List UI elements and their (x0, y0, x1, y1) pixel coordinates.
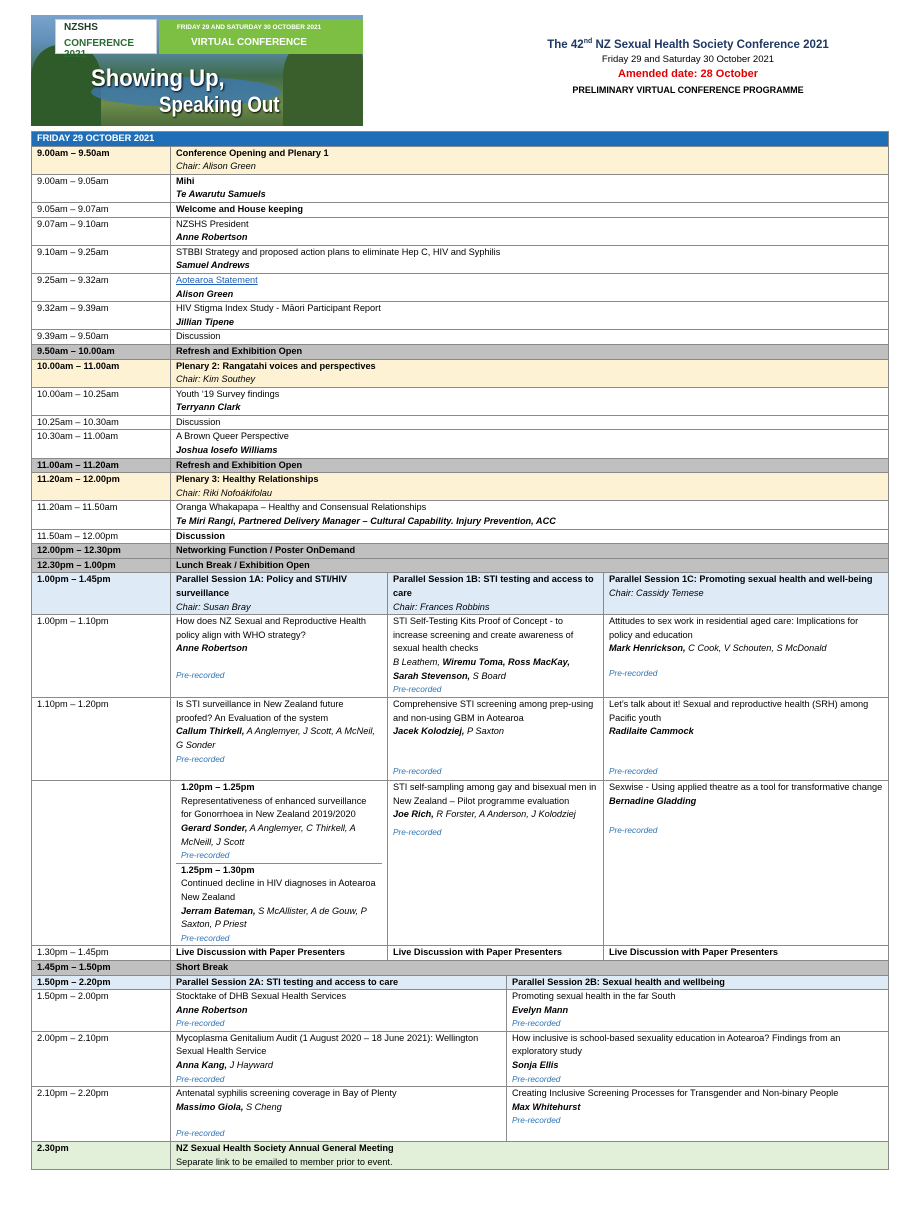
conference-title: The 42nd NZ Sexual Health Society Conference 2021 (547, 38, 829, 51)
pre-recorded-tag: Pre-recorded (181, 850, 230, 861)
break-row: 1.45pm – 1.50pm Short Break (32, 960, 889, 975)
programme-row: 10.25am – 10.30am Discussion (32, 415, 889, 430)
banner-type: VIRTUAL CONFERENCE (191, 37, 307, 48)
day-header-row (32, 132, 889, 147)
programme-row: 2.10pm – 2.20pm Antenatal syphilis screening coverage in Bay of Plenty Massimo Giola, S Cheng Pre-recorded Creating Inclusive Screening Processes for Transgender and Non-binary People Max Whitehurst Pre-recorded (32, 1087, 889, 1142)
programme-row: 11.20am – 11.50am Oranga Whakapapa – Healthy and Consensual Relationships Te Miri Rangi, Partnered Delivery Manager – Cultural Capability. Injury Prevention, ACC (32, 501, 889, 529)
break-row: 11.00am – 11.20am Refresh and Exhibition Open (32, 458, 889, 473)
banner-date-box (159, 19, 363, 54)
pre-recorded-tag: Pre-recorded (181, 932, 230, 943)
pre-recorded-tag: Pre-recorded (609, 667, 658, 678)
amended-date: Amended date: 28 October (618, 67, 758, 80)
programme-row: 9.05am – 9.07am Welcome and House keeping (32, 202, 889, 217)
programme-row: 11.50am – 12.00pm Discussion (32, 529, 889, 544)
pre-recorded-tag: Pre-recorded (176, 669, 225, 680)
parallel-session-row: 1.00pm – 1.45pm Parallel Session 1A: Policy and STI/HIV surveillance Chair: Susan Bray Parallel Session 1B: STI testing and access to care Chair: Frances Robbins Parallel Session 1C: Promoting sexual health and well-being Chair: Cassidy Temese (32, 573, 889, 615)
session-row: 9.00am – 9.50am Conference Opening and Plenary 1 Chair: Alison Green (32, 146, 889, 174)
pre-recorded-tag: Pre-recorded (176, 1128, 225, 1139)
session-row: 10.00am – 11.00am Plenary 2: Rangatahi voices and perspectives Chair: Kim Southey (32, 359, 889, 387)
break-row: 12.30pm – 1.00pm Lunch Break / Exhibition Open (32, 558, 889, 573)
pre-recorded-tag: Pre-recorded (512, 1073, 561, 1084)
day-header: FRIDAY 29 OCTOBER 2021 (32, 132, 889, 147)
agm-row: 2.30pm NZ Sexual Health Society Annual General Meeting Separate link to be emailed to member prior to event. (32, 1142, 889, 1170)
programme-table (31, 131, 889, 1170)
pre-recorded-tag: Pre-recorded (176, 1073, 225, 1084)
programme-row: 1.10pm – 1.20pm Is STI surveillance in New Zealand future proofed? An Evaluation of the system Callum Thirkell, A Anglemyer, J Scott, A McNeil, G Sonder Pre-recorded Comprehensive STI screening among prep-using and non-using GBM in Aotearoa Jacek Kolodziej, P Saxton Pre-recorded Let’s talk about it! Sexual and reproductive health (SRH) among Pacific youth Radilaite Cammock Pre-recorded (32, 698, 889, 781)
conference-dates: Friday 29 and Saturday 30 October 2021 (601, 53, 775, 65)
programme-row: 9.39am – 9.50am Discussion (32, 330, 889, 345)
aotearoa-statement-link[interactable]: Aotearoa Statement (176, 274, 258, 285)
pre-recorded-tag: Pre-recorded (609, 825, 658, 836)
pre-recorded-tag: Pre-recorded (512, 1018, 561, 1029)
pre-recorded-tag: Pre-recorded (176, 1018, 225, 1029)
pre-recorded-tag: Pre-recorded (609, 765, 658, 776)
pre-recorded-tag: Pre-recorded (393, 826, 442, 837)
programme-row: 9.25am – 9.32am Aotearoa Statement Alison Green (32, 273, 889, 301)
parallel-session-row: 1.50pm – 2.20pm Parallel Session 2A: STI testing and access to care Parallel Session 2B: Sexual health and wellbeing (32, 975, 889, 990)
programme-row: 9.00am – 9.05am Mihi Te Awarutu Samuels (32, 174, 889, 202)
break-row: 12.00pm – 12.30pm Networking Function / Poster OnDemand (32, 544, 889, 559)
programme-row: 10.30am – 11.00am A Brown Queer Perspective Joshua Iosefo Williams (32, 430, 889, 458)
pre-recorded-tag: Pre-recorded (176, 753, 225, 764)
conference-banner (31, 15, 363, 126)
banner-slogan-2: Speaking Out (159, 92, 280, 117)
nzshs-logo: NZSHS CONFERENCE 2021 (55, 19, 157, 54)
programme-row: 9.07am – 9.10am NZSHS President Anne Robertson (32, 217, 889, 245)
programme-row: 10.00am – 10.25am Youth ‘19 Survey findings Terryann Clark (32, 387, 889, 415)
programme-row: 9.32am – 9.39am HIV Stigma Index Study - Māori Participant Report Jillian Tipene (32, 302, 889, 330)
pre-recorded-tag: Pre-recorded (512, 1115, 561, 1126)
break-row: 9.50am – 10.00am Refresh and Exhibition Open (32, 344, 889, 359)
programme-row: 1.20pm – 1.25pm Representativeness of enhanced surveillance for Gonorrhoea in New Zealand 2019/2020 Gerard Sonder, A Anglemyer, C Thirkell, A McNeill, J Scott Pre-recorded 1.25pm – 1.30pm Continued decline in HIV diagnoses in Aotearoa New Zealand Jerram Bateman, S McAllister, A de Gouw, P Saxton, P Priest Pre-recorded STI self-sampling among gay and bisexual men in New Zealand – Pilot programme evaluation Joe Rich, R Forster, A Anderson, J Kolodziej Pre-recorded Sexwise - Using applied theatre as a tool for transformative change Bernadine Gladding Pre-recorded (32, 781, 889, 946)
sub-presentation: 1.25pm – 1.30pm Continued decline in HIV diagnoses in Aotearoa New Zealand Jerram Bateman, S McAllister, A de Gouw, P Saxton, P Priest Pre-recorded (176, 863, 382, 946)
session-row: 11.20am – 12.00pm Plenary 3: Healthy Relationships Chair: Riki Nofoákifolau (32, 473, 889, 501)
programme-row: 2.00pm – 2.10pm Mycoplasma Genitalium Audit (1 August 2020 – 18 June 2021): Wellington Sexual Health Service Anna Kang, J Hayward Pre-recorded How inclusive is school-based sexuality education in Aotearoa? Findings from an exploratory study Sonja Ellis Pre-recorded (32, 1031, 889, 1086)
programme-row: 1.50pm – 2.00pm Stocktake of DHB Sexual Health Services Anne Robertson Pre-recorded Promoting sexual health in the far South Evelyn Mann Pre-recorded (32, 990, 889, 1032)
pre-recorded-tag: Pre-recorded (393, 765, 442, 776)
banner-dates: FRIDAY 29 AND SATURDAY 30 OCTOBER 2021 (176, 24, 322, 31)
programme-subtitle: PRELIMINARY VIRTUAL CONFERENCE PROGRAMME (572, 84, 804, 95)
programme-row: 9.10am – 9.25am STBBI Strategy and proposed action plans to eliminate Hep C, HIV and Syphilis Samuel Andrews (32, 245, 889, 273)
sub-presentation: 1.20pm – 1.25pm Representativeness of enhanced surveillance for Gonorrhoea in New Zealand 2019/2020 Gerard Sonder, A Anglemyer, C Thirkell, A McNeill, J Scott Pre-recorded (176, 781, 382, 863)
document-header (455, 34, 918, 98)
programme-row: 1.00pm – 1.10pm How does NZ Sexual and Reproductive Health policy align with WHO strategy? Anne Robertson Pre-recorded STI Self-Testing Kits Proof of Concept - to increase screening and create awareness of sexual health checks B Leathem, Wiremu Toma, Ross MacKay, Sarah Stevenson, S Board Pre-recorded Attitudes to sex work in residential aged care: Implications for policy and education Mark Henrickson, C Cook, V Schouten, S McDonald Pre-recorded (32, 615, 889, 698)
banner-slogan-1: Showing Up, (91, 65, 225, 92)
programme-row: 1.30pm – 1.45pm Live Discussion with Paper Presenters Live Discussion with Paper Presenters Live Discussion with Paper Presenters (32, 946, 889, 961)
pre-recorded-tag: Pre-recorded (393, 684, 442, 695)
